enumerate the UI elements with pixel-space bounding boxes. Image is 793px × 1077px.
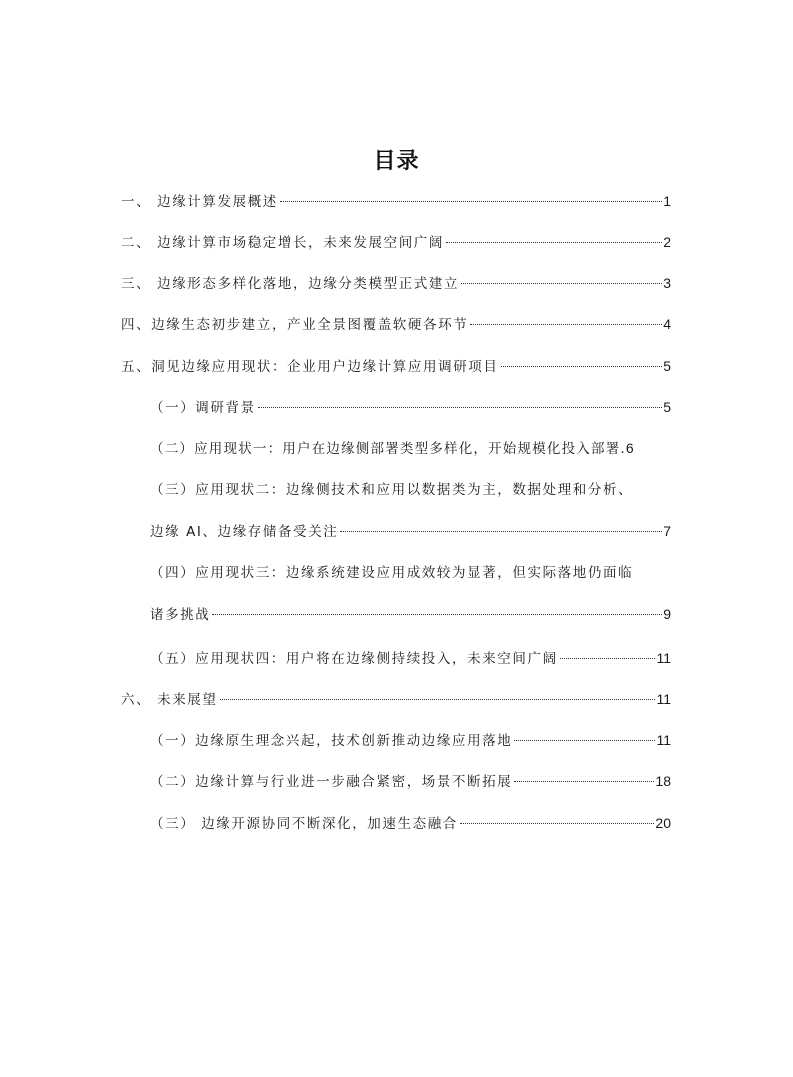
toc-leader-dots [560, 658, 656, 659]
toc-leader-dots [514, 740, 655, 741]
toc-entry-title: （三） 边缘开源协同不断深化，加速生态融合 [150, 816, 458, 832]
toc-page-number: 2 [663, 234, 671, 250]
toc-entry[interactable] [150, 648, 671, 669]
toc-entry[interactable] [150, 521, 671, 542]
toc-leader-dots [460, 823, 655, 824]
toc-page-number: 5 [663, 399, 671, 415]
toc-page-number: 18 [655, 773, 671, 789]
toc-entry-title: 五、洞见边缘应用现状：企业用户边缘计算应用调研项目 [121, 359, 499, 375]
toc-entry-title: （二）应用现状一：用户在边缘侧部署类型多样化，开始规模化投入部署. [150, 441, 626, 457]
toc-leader-dots [470, 324, 662, 325]
toc-entry[interactable] [150, 397, 671, 418]
toc-page-number: 11 [656, 691, 671, 707]
toc-entry-title: 诸多挑战 [150, 607, 211, 623]
toc-entry-title: 一、 边缘计算发展概述 [121, 194, 278, 210]
toc-leader-dots [461, 283, 662, 284]
toc-entry-title: （一）边缘原生理念兴起，技术创新推动边缘应用落地 [150, 733, 513, 749]
toc-entry-title: （二）边缘计算与行业进一步融合紧密，场景不断拓展 [150, 774, 513, 790]
toc-page-number: 11 [656, 650, 671, 666]
toc-entry-title: （五）应用现状四：用户将在边缘侧持续投入，未来空间广阔 [150, 651, 558, 667]
page-title: 目录 [373, 149, 420, 174]
toc-leader-dots [280, 201, 662, 202]
toc-entry-first-line[interactable]: （四）应用现状三：边缘系统建设应用成效较为显著，但实际落地仍面临 [150, 565, 634, 581]
toc-leader-dots [446, 242, 662, 243]
toc-entry-first-line[interactable]: （三）应用现状二：边缘侧技术和应用以数据类为主，数据处理和分析、 [150, 482, 634, 498]
toc-leader-dots [220, 699, 656, 700]
toc-page-number: 9 [663, 606, 671, 622]
toc-entry[interactable] [121, 273, 671, 294]
toc-leader-dots [212, 614, 662, 615]
toc-page-number: 4 [663, 316, 671, 332]
toc-entry-title: 四、边缘生态初步建立，产业全景图覆盖软硬各环节 [121, 317, 469, 333]
toc-page-number: 5 [663, 358, 671, 374]
toc-page-number: 11 [656, 732, 671, 748]
toc-entry[interactable] [121, 356, 671, 377]
toc-leader-dots [258, 407, 663, 408]
toc-page-number: 3 [663, 275, 671, 291]
toc-entry[interactable] [150, 438, 671, 459]
toc-entry[interactable] [121, 689, 671, 710]
toc-entry-title: （一）调研背景 [150, 400, 256, 416]
toc-page-number: 6 [625, 440, 634, 456]
toc-entry[interactable] [150, 771, 671, 792]
toc-page-number: 20 [655, 815, 671, 831]
toc-entry[interactable] [150, 604, 671, 625]
toc-entry[interactable] [121, 314, 671, 335]
toc-entry-title: 三、 边缘形态多样化落地，边缘分类模型正式建立 [121, 276, 460, 292]
toc-page-number: 7 [663, 523, 671, 539]
toc-page-number: 1 [663, 193, 671, 209]
toc-entry-title: 六、 未来展望 [121, 692, 218, 708]
toc-entry[interactable] [150, 813, 671, 834]
toc-entry[interactable] [121, 191, 671, 212]
toc-entry[interactable] [150, 730, 671, 751]
toc-leader-dots [501, 366, 663, 367]
toc-entry-title: 二、 边缘计算市场稳定增长，未来发展空间广阔 [121, 235, 444, 251]
toc-leader-dots [340, 531, 662, 532]
toc-entry[interactable] [121, 232, 671, 253]
toc-entry-title: 边缘 AI、边缘存储备受关注 [150, 524, 339, 540]
toc-leader-dots [514, 781, 654, 782]
